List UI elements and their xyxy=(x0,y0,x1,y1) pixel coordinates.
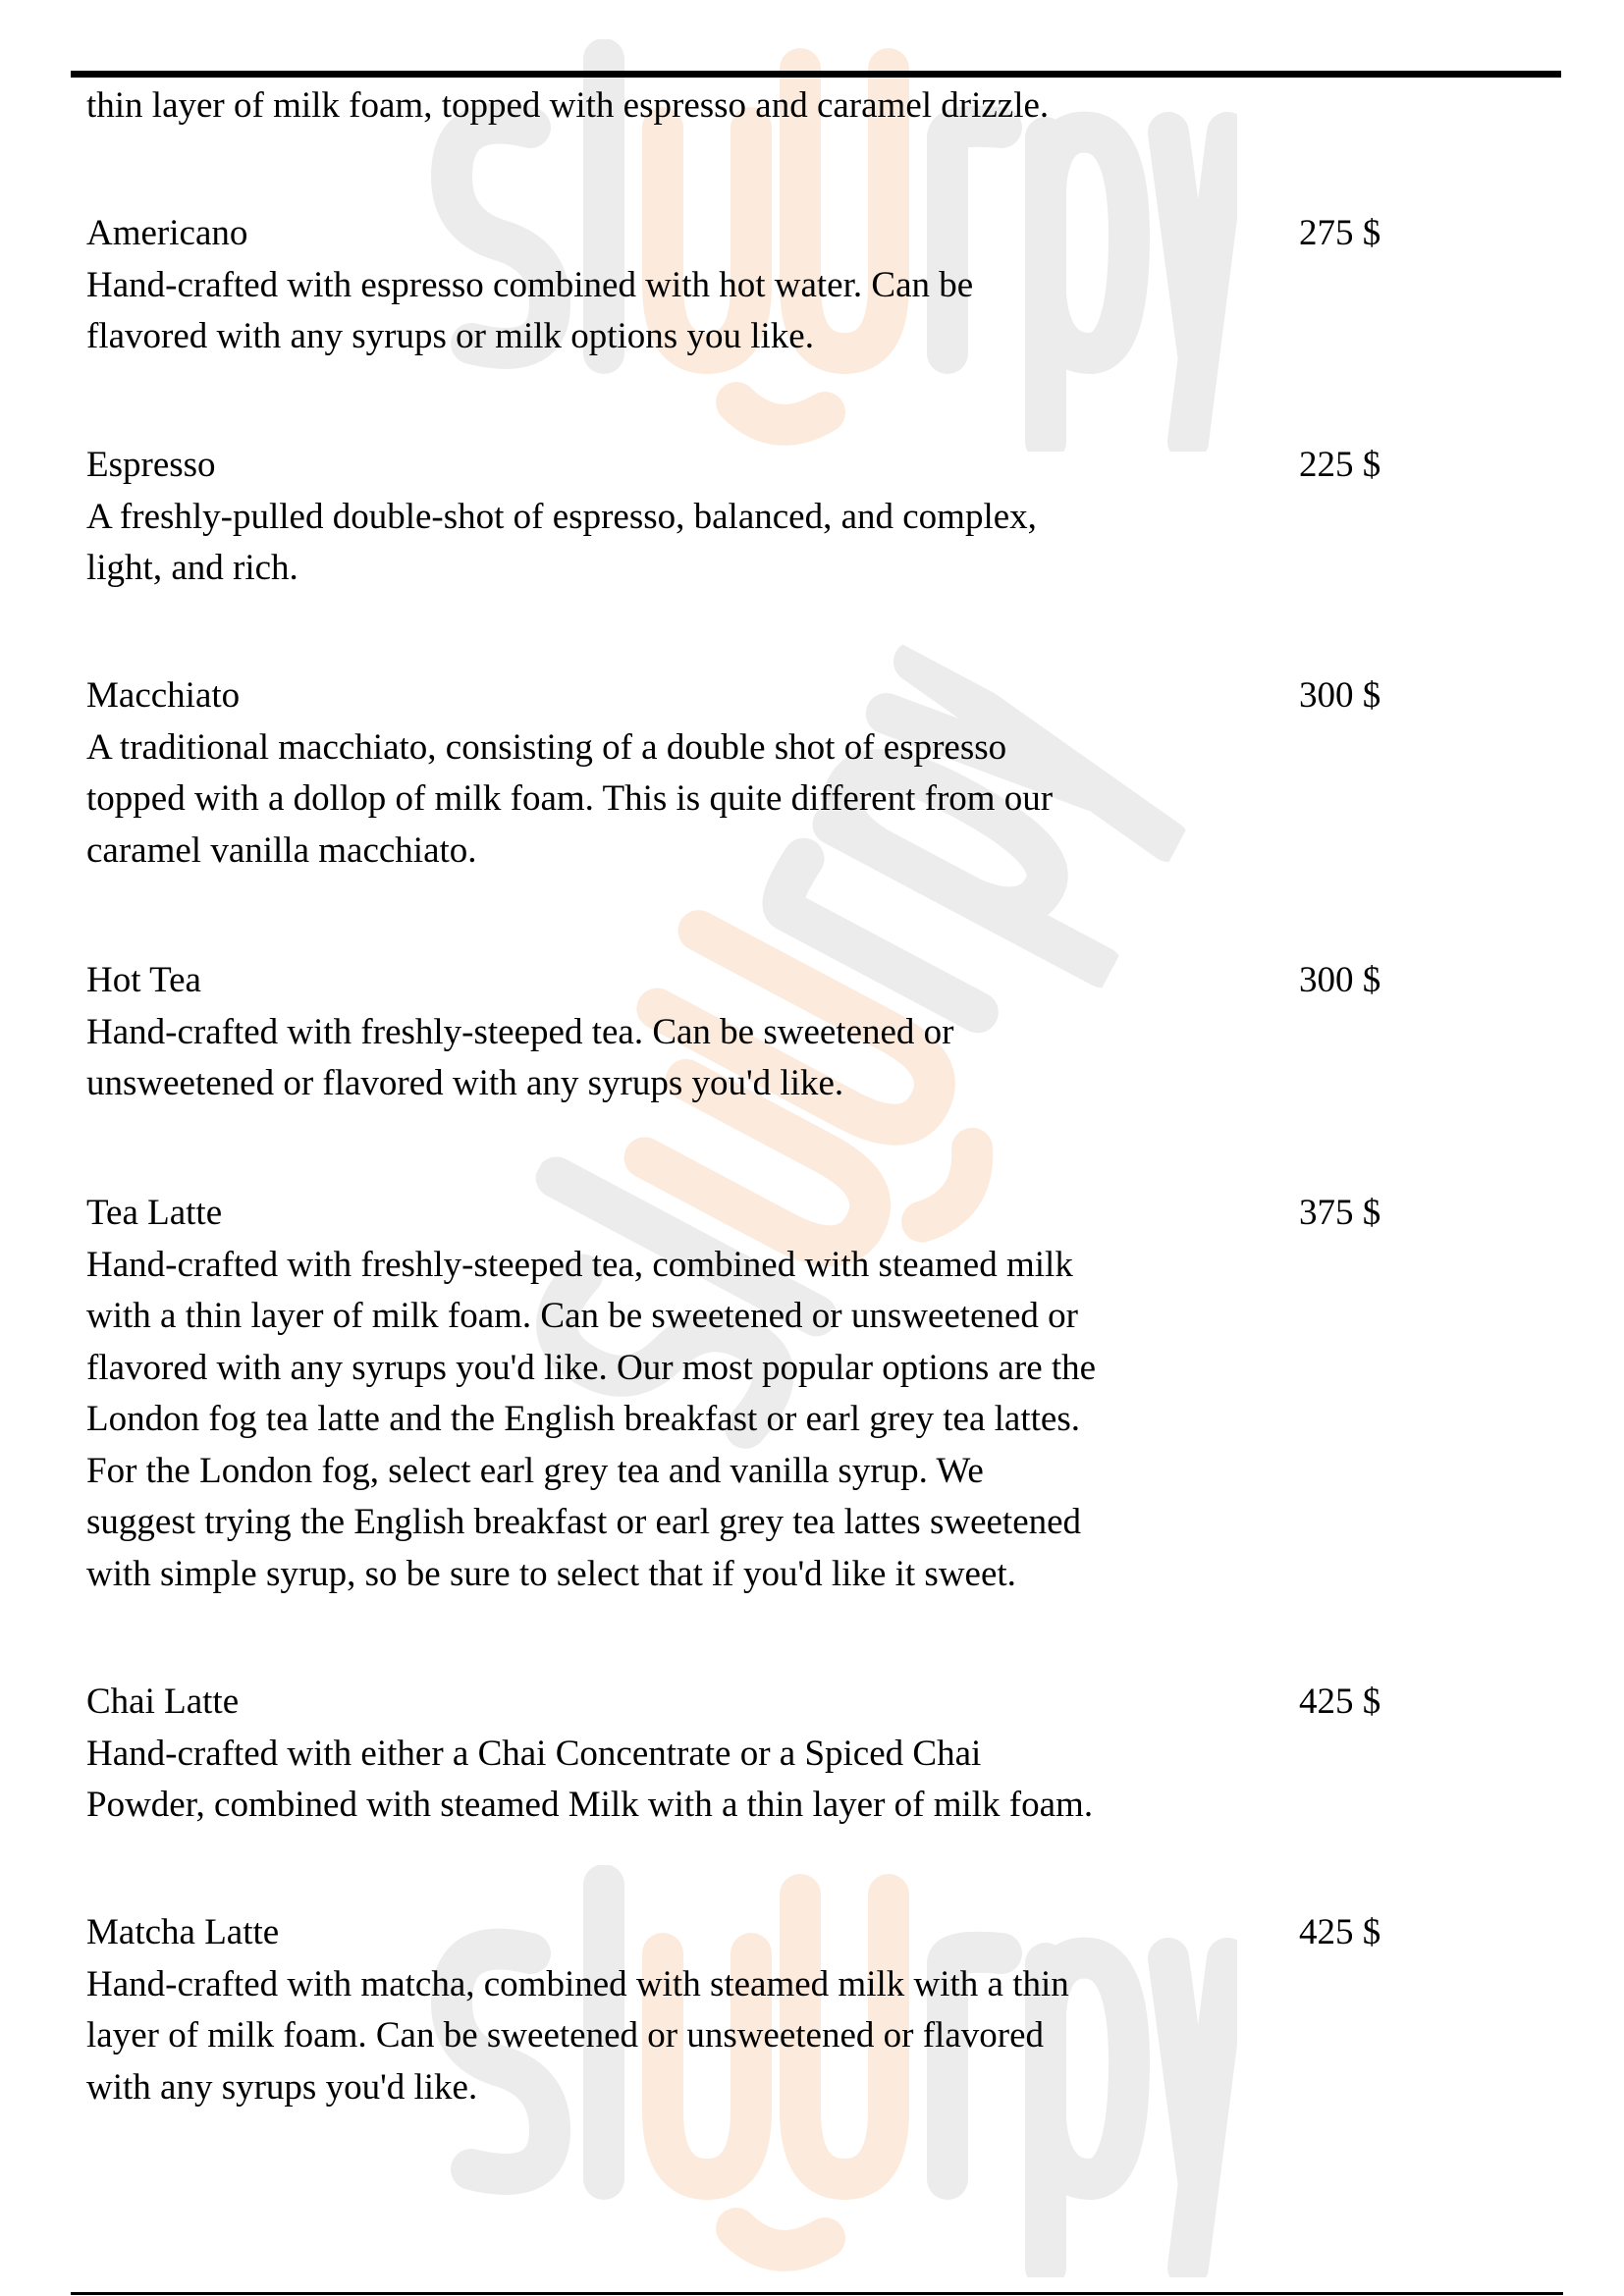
item-name: Hot Tea xyxy=(86,960,201,1000)
menu-item xyxy=(86,1677,1461,1832)
item-description-line: layer of milk foam. Can be sweetened or unsweetened or flavored xyxy=(86,2015,1044,2056)
item-description-line: with simple syrup, so be sure to select that if you'd like it sweet. xyxy=(86,1553,1016,1594)
bottom-divider xyxy=(71,2292,1563,2295)
item-price: 225 $ xyxy=(1299,445,1381,485)
item-price: 425 $ xyxy=(1299,1912,1381,1952)
continued-description: thin layer of milk foam, topped with espresso and caramel drizzle. xyxy=(86,85,1050,126)
menu-item xyxy=(86,1907,1461,2113)
item-description-line: flavored with any syrups you'd like. Our most popular options are the xyxy=(86,1347,1097,1388)
item-price: 425 $ xyxy=(1299,1682,1381,1722)
item-name: Tea Latte xyxy=(86,1193,223,1233)
item-description-line: A traditional macchiato, consisting of a double shot of espresso xyxy=(86,726,1007,768)
item-description-line: unsweetened or flavored with any syrups you'd like. xyxy=(86,1063,844,1103)
item-price: 300 $ xyxy=(1299,960,1381,1000)
item-description-line: Hand-crafted with freshly-steeped tea. Can be sweetened or xyxy=(86,1011,954,1052)
item-description-line: suggest trying the English breakfast or earl grey tea lattes sweetened xyxy=(86,1502,1082,1542)
item-description-line: Hand-crafted with espresso combined with hot water. Can be xyxy=(86,264,974,305)
item-description-line: Hand-crafted with matcha, combined with steamed milk with a thin xyxy=(86,1963,1069,2004)
item-description-line: caramel vanilla macchiato. xyxy=(86,829,477,871)
menu-item xyxy=(86,1188,1461,1600)
item-name: Americano xyxy=(86,213,248,253)
item-description-line: Powder, combined with steamed Milk with a thin layer of milk foam. xyxy=(86,1785,1094,1825)
top-divider xyxy=(71,71,1561,78)
item-name: Matcha Latte xyxy=(86,1912,280,1952)
item-price: 300 $ xyxy=(1299,675,1381,716)
item-description-line: A freshly-pulled double-shot of espresso, balanced, and complex, xyxy=(86,496,1037,537)
menu-item xyxy=(86,955,1461,1110)
item-description-line: topped with a dollop of milk foam. This is quite different from our xyxy=(86,778,1054,819)
menu-item xyxy=(86,440,1461,595)
item-description-line: London fog tea latte and the English breakfast or earl grey tea lattes. xyxy=(86,1399,1080,1439)
item-description-line: with a thin layer of milk foam. Can be sweetened or unsweetened or xyxy=(86,1296,1078,1336)
item-description-line: light, and rich. xyxy=(86,548,298,588)
item-price: 275 $ xyxy=(1299,213,1381,253)
item-name: Macchiato xyxy=(86,675,241,716)
item-description-line: Hand-crafted with freshly-steeped tea, combined with steamed milk xyxy=(86,1244,1073,1285)
menu-item xyxy=(86,670,1461,877)
item-description-line: Hand-crafted with either a Chai Concentrate or a Spiced Chai xyxy=(86,1733,982,1774)
item-description-line: For the London fog, select earl grey tea and vanilla syrup. We xyxy=(86,1450,984,1491)
menu-item xyxy=(86,208,1461,363)
item-price: 375 $ xyxy=(1299,1193,1381,1233)
item-description-line: with any syrups you'd like. xyxy=(86,2066,478,2108)
item-name: Chai Latte xyxy=(86,1682,240,1722)
item-name: Espresso xyxy=(86,445,216,485)
item-description-line: flavored with any syrups or milk options you like. xyxy=(86,316,814,356)
